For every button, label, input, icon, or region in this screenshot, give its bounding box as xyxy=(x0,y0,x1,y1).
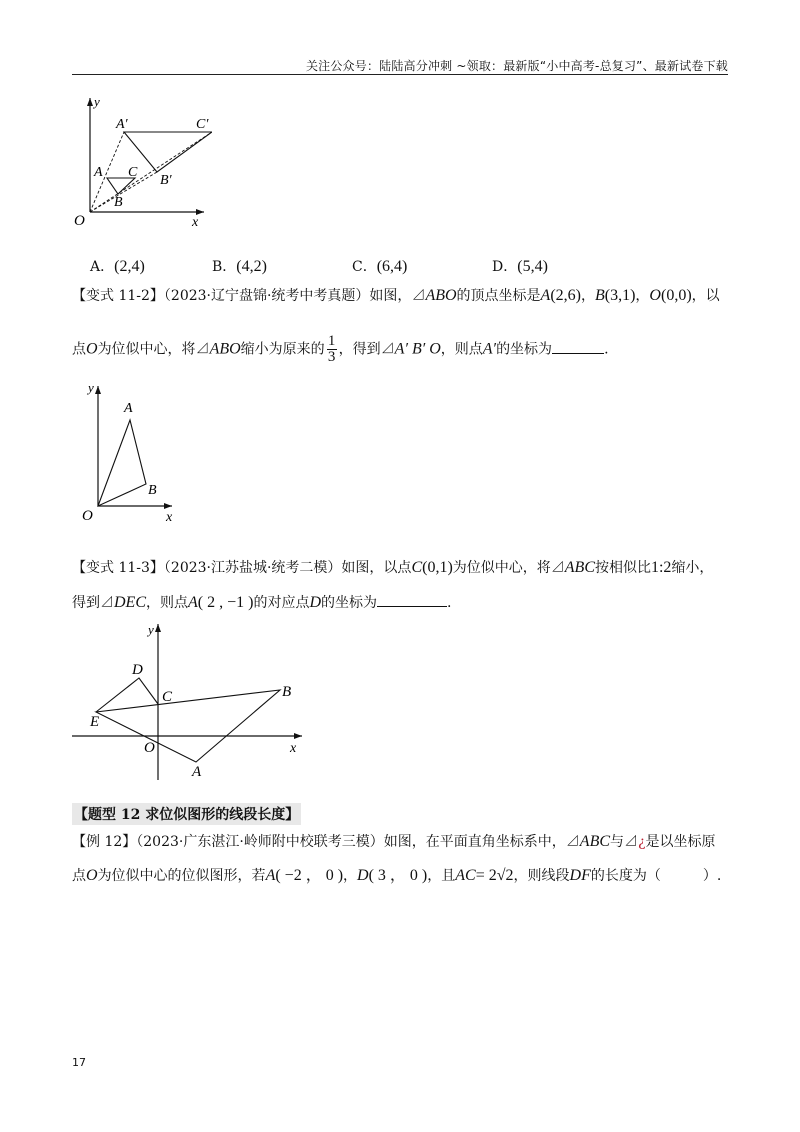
q11-3-line2: 得到⊿DEC，则点A( 2 , −1 )的对应点D的坐标为 . xyxy=(72,594,452,611)
q11-2-line1: 【变式 11-2】（2023·辽宁盘锦·统考中考真题）如图，⊿ABO的顶点坐标是A(2,6)，B(3,1)，O(0,0)，以 xyxy=(72,287,720,304)
fig3-label-C: C xyxy=(162,689,173,705)
option-b[interactable] xyxy=(212,256,267,276)
fig3-y-label: y xyxy=(148,622,154,637)
option-c-value: (6,4) xyxy=(376,258,408,275)
fraction-one-third: $\frac{1}{3}$ xyxy=(327,333,336,365)
fig3-label-A: A xyxy=(192,764,202,780)
option-c[interactable] xyxy=(352,256,407,276)
q11-2-line2: 点O为位似中心，将⊿ABO缩小为原来的 $\frac{1}{3}$ ，得到⊿A′ B′ O，则点A′的坐标为 . xyxy=(72,333,609,365)
fig2-label-B: B xyxy=(148,483,157,498)
fig3-x-label: x xyxy=(290,741,297,756)
fig1-label-A1: A′ xyxy=(116,117,128,132)
figure-homothety-1 xyxy=(72,92,212,232)
fig3-label-E: E xyxy=(90,714,100,730)
fig1-label-C: C xyxy=(128,165,138,180)
page-header: 关注公众号：陆陆高分冲刺 ~领取：最新版“小中高考-总复习”、最新试卷下载 xyxy=(305,59,728,73)
figure-triangle-abo xyxy=(72,380,202,530)
fig3-origin-label: O xyxy=(144,740,155,756)
fig1-x-label: x xyxy=(192,215,199,230)
ex12-line1: 【例 12】（2023·广东湛江·岭师附中校联考三模）如图，在平面直角坐标系中，⊿ABC与⊿￼¿是以坐标原 xyxy=(72,833,716,850)
option-b-letter: B． xyxy=(212,259,237,275)
option-b-value: (4,2) xyxy=(236,258,267,275)
fig2-x-label: x xyxy=(166,510,173,525)
page-number: 17 xyxy=(72,1056,86,1069)
option-c-letter: C． xyxy=(352,259,377,275)
figure-triangles-abc-dec xyxy=(72,618,312,783)
fig1-label-C1: C′ xyxy=(196,117,209,132)
q11-2-tag: 【变式 11-2】 xyxy=(72,288,164,304)
option-a-value: (2,4) xyxy=(114,258,145,275)
answer-blank-11-3[interactable] xyxy=(377,592,447,607)
fig3-label-B: B xyxy=(282,684,292,700)
fig1-y-label: y xyxy=(94,94,100,109)
option-a[interactable] xyxy=(90,256,145,276)
q11-3-tag: 【变式 11-3】 xyxy=(72,560,164,576)
fig1-origin-label: O xyxy=(74,213,85,229)
fig2-y-label: y xyxy=(88,380,94,395)
ex12-line2: 点O为位似中心的位似图形，若A( −2 ， 0 )，D( 3 ， 0 )，且AC= 2√2，则线段DF的长度为（ ）. xyxy=(72,867,722,884)
ex12-tag: 【例 12】 xyxy=(72,834,137,850)
fig3-label-D: D xyxy=(132,662,143,678)
fig1-label-A: A xyxy=(94,165,103,180)
option-d-letter: D． xyxy=(492,259,518,275)
q11-3-line1: 【变式 11-3】（2023·江苏盐城·统考二模）如图，以点C(0,1)为位似中心，将⊿ABC按相似比1:2缩小， xyxy=(72,559,714,576)
section-heading: 【题型 12 求位似图形的线段长度】 xyxy=(72,803,301,825)
option-a-letter: A． xyxy=(90,259,115,275)
fig2-origin-label: O xyxy=(82,508,93,524)
answer-blank-11-2[interactable] xyxy=(552,339,604,354)
option-d-value: (5,4) xyxy=(517,258,548,275)
fig1-label-B: B xyxy=(114,195,123,210)
fig1-label-B1: B′ xyxy=(160,173,172,188)
header-divider xyxy=(72,74,728,75)
fig2-label-A: A xyxy=(124,401,133,416)
option-d[interactable] xyxy=(492,256,548,276)
